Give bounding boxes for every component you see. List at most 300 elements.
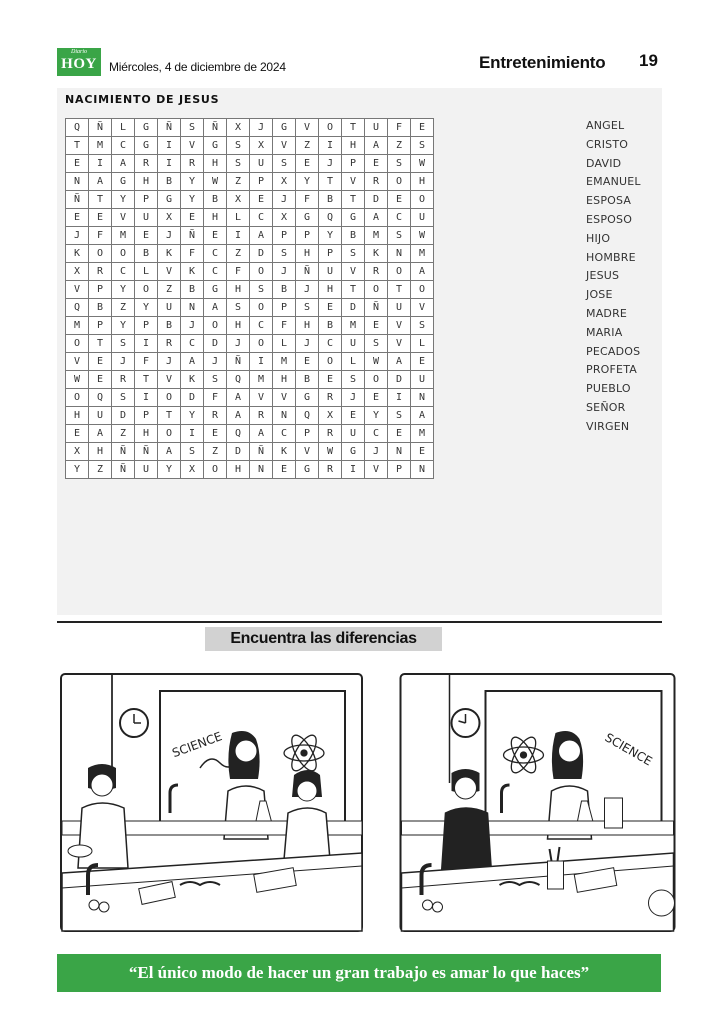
grid-cell: R <box>365 263 388 281</box>
grid-cell: I <box>158 137 181 155</box>
grid-cell: V <box>296 443 319 461</box>
grid-cell: S <box>365 335 388 353</box>
page-number: 19 <box>639 51 658 70</box>
grid-cell: S <box>227 299 250 317</box>
grid-cell: O <box>135 281 158 299</box>
grid-cell: R <box>135 155 158 173</box>
grid-cell: G <box>158 191 181 209</box>
grid-cell: M <box>411 245 434 263</box>
grid-cell: H <box>296 317 319 335</box>
grid-cell: G <box>296 389 319 407</box>
grid-cell: U <box>250 155 273 173</box>
grid-cell: X <box>66 443 89 461</box>
grid-cell: O <box>250 263 273 281</box>
grid-cell: B <box>319 191 342 209</box>
grid-cell: H <box>204 155 227 173</box>
grid-cell: E <box>66 155 89 173</box>
grid-cell: B <box>135 245 158 263</box>
grid-row <box>66 263 434 281</box>
grid-cell: E <box>388 425 411 443</box>
grid-cell: Y <box>319 227 342 245</box>
grid-cell: M <box>365 227 388 245</box>
grid-cell: H <box>342 137 365 155</box>
grid-cell: Z <box>158 281 181 299</box>
grid-cell: Z <box>227 173 250 191</box>
grid-cell: Q <box>319 209 342 227</box>
grid-cell: Ñ <box>135 443 158 461</box>
grid-cell: R <box>319 461 342 479</box>
grid-cell: U <box>411 209 434 227</box>
grid-cell: R <box>112 371 135 389</box>
grid-cell: K <box>158 245 181 263</box>
grid-cell: P <box>250 173 273 191</box>
grid-cell: F <box>273 317 296 335</box>
grid-cell: S <box>342 371 365 389</box>
grid-cell: D <box>365 191 388 209</box>
grid-cell: S <box>388 407 411 425</box>
grid-cell: D <box>250 245 273 263</box>
word-list-item: ANGEL <box>586 119 625 132</box>
grid-cell: P <box>89 317 112 335</box>
grid-cell: T <box>319 173 342 191</box>
grid-cell: Y <box>112 281 135 299</box>
grid-cell: G <box>296 209 319 227</box>
grid-cell: J <box>227 335 250 353</box>
grid-cell: H <box>227 461 250 479</box>
word-list-item: PROFETA <box>586 363 638 377</box>
grid-cell: Q <box>89 389 112 407</box>
grid-cell: H <box>227 317 250 335</box>
grid-cell: A <box>388 353 411 371</box>
grid-cell: W <box>66 371 89 389</box>
grid-cell: E <box>319 371 342 389</box>
grid-row <box>66 407 434 425</box>
grid-cell: Y <box>112 317 135 335</box>
grid-cell: L <box>273 335 296 353</box>
grid-cell: X <box>319 407 342 425</box>
grid-cell: J <box>158 353 181 371</box>
grid-cell: P <box>296 425 319 443</box>
grid-cell: S <box>388 155 411 173</box>
logo-big-text: HOY <box>61 56 97 72</box>
grid-cell: Ñ <box>227 353 250 371</box>
grid-cell: B <box>89 299 112 317</box>
grid-cell: T <box>342 119 365 137</box>
grid-cell: H <box>411 173 434 191</box>
grid-cell: O <box>411 191 434 209</box>
grid-cell: B <box>181 281 204 299</box>
section-title: Entretenimiento <box>479 53 606 72</box>
grid-cell: X <box>227 191 250 209</box>
grid-row <box>66 191 434 209</box>
grid-cell: P <box>342 155 365 173</box>
word-list-item: JESUS <box>586 269 620 283</box>
grid-row <box>66 353 434 371</box>
grid-cell: S <box>112 389 135 407</box>
grid-cell: Q <box>66 119 89 137</box>
grid-cell: Ñ <box>112 443 135 461</box>
grid-cell: R <box>365 173 388 191</box>
grid-cell: Y <box>135 299 158 317</box>
grid-cell: F <box>135 353 158 371</box>
grid-cell: A <box>158 443 181 461</box>
grid-cell: E <box>181 209 204 227</box>
grid-cell: Z <box>89 461 112 479</box>
grid-cell: B <box>296 371 319 389</box>
grid-cell: N <box>181 299 204 317</box>
grid-cell: S <box>411 317 434 335</box>
grid-cell: G <box>204 137 227 155</box>
grid-cell: X <box>181 461 204 479</box>
word-list-item: HIJO <box>586 231 611 245</box>
grid-cell: C <box>250 317 273 335</box>
grid-cell: E <box>204 227 227 245</box>
grid-cell: Y <box>66 461 89 479</box>
grid-cell: S <box>296 299 319 317</box>
quote-banner <box>57 954 661 992</box>
grid-cell: V <box>158 263 181 281</box>
grid-cell: J <box>296 281 319 299</box>
grid-cell: I <box>342 461 365 479</box>
grid-cell: C <box>112 263 135 281</box>
grid-cell: B <box>158 173 181 191</box>
word-list-item: ESPOSO <box>586 212 633 226</box>
grid-cell: E <box>204 425 227 443</box>
grid-cell: O <box>319 353 342 371</box>
word-list-item: ESPOSA <box>586 194 632 208</box>
grid-cell: T <box>342 191 365 209</box>
grid-cell: A <box>365 209 388 227</box>
grid-cell: K <box>181 263 204 281</box>
grid-cell: O <box>204 317 227 335</box>
grid-cell: L <box>411 335 434 353</box>
grid-cell: P <box>388 461 411 479</box>
grid-cell: J <box>296 335 319 353</box>
grid-cell: E <box>89 209 112 227</box>
word-list-item: SEÑOR <box>586 400 626 414</box>
grid-cell: Ñ <box>296 263 319 281</box>
grid-cell: E <box>89 353 112 371</box>
grid-cell: R <box>158 335 181 353</box>
grid-cell: O <box>204 461 227 479</box>
grid-cell: H <box>319 281 342 299</box>
grid-cell: O <box>158 389 181 407</box>
grid-cell: M <box>273 353 296 371</box>
grid-cell: Q <box>296 407 319 425</box>
grid-cell: W <box>411 227 434 245</box>
grid-cell: A <box>181 353 204 371</box>
grid-row <box>66 281 434 299</box>
grid-cell: P <box>135 407 158 425</box>
grid-cell: R <box>319 425 342 443</box>
grid-cell: Ñ <box>181 227 204 245</box>
grid-cell: M <box>411 425 434 443</box>
grid-row <box>66 335 434 353</box>
grid-cell: E <box>250 191 273 209</box>
grid-cell: Ñ <box>204 119 227 137</box>
grid-cell: Y <box>296 173 319 191</box>
grid-cell: S <box>204 371 227 389</box>
grid-cell: H <box>135 425 158 443</box>
grid-cell: U <box>158 299 181 317</box>
word-list-item: CRISTO <box>586 137 629 151</box>
grid-cell: J <box>319 155 342 173</box>
grid-cell: E <box>388 191 411 209</box>
grid-cell: C <box>112 137 135 155</box>
grid-row <box>66 173 434 191</box>
grid-cell: Y <box>181 173 204 191</box>
grid-cell: I <box>319 137 342 155</box>
word-list-item: MADRE <box>586 306 628 320</box>
grid-row <box>66 155 434 173</box>
grid-cell: O <box>319 119 342 137</box>
grid-cell: U <box>342 335 365 353</box>
grid-cell: S <box>273 155 296 173</box>
grid-row <box>66 137 434 155</box>
grid-cell: Z <box>388 137 411 155</box>
grid-cell: S <box>181 119 204 137</box>
grid-cell: I <box>135 389 158 407</box>
board-science-text: SCIENCE <box>602 730 655 769</box>
grid-cell: B <box>158 317 181 335</box>
grid-cell: R <box>89 263 112 281</box>
grid-cell: S <box>273 245 296 263</box>
grid-row <box>66 299 434 317</box>
grid-cell: A <box>250 425 273 443</box>
grid-cell: I <box>158 155 181 173</box>
grid-cell: C <box>319 335 342 353</box>
science-lab-illustration-right <box>386 673 689 932</box>
grid-cell: T <box>66 137 89 155</box>
grid-cell: O <box>365 281 388 299</box>
grid-row <box>66 227 434 245</box>
grid-cell: H <box>204 209 227 227</box>
grid-cell: M <box>250 371 273 389</box>
grid-cell: H <box>135 173 158 191</box>
basketball-icon <box>649 890 675 916</box>
grid-cell: G <box>135 119 158 137</box>
section-divider <box>57 621 662 623</box>
grid-cell: O <box>388 173 411 191</box>
grid-cell: E <box>273 461 296 479</box>
word-list-item: JOSE <box>586 288 613 302</box>
difference-image-left <box>60 673 363 932</box>
grid-cell: A <box>89 425 112 443</box>
grid-cell: H <box>296 245 319 263</box>
grid-cell: E <box>319 299 342 317</box>
grid-cell: U <box>365 119 388 137</box>
grid-cell: G <box>112 173 135 191</box>
grid-cell: J <box>342 389 365 407</box>
grid-cell: O <box>411 281 434 299</box>
word-list-item: DAVID <box>586 156 622 170</box>
grid-cell: V <box>66 281 89 299</box>
grid-cell: H <box>66 407 89 425</box>
grid-cell: V <box>112 209 135 227</box>
grid-cell: Ñ <box>89 119 112 137</box>
grid-cell: F <box>89 227 112 245</box>
grid-cell: I <box>181 425 204 443</box>
grid-cell: G <box>135 137 158 155</box>
word-list-item: PECADOS <box>586 344 641 358</box>
grid-cell: W <box>204 173 227 191</box>
grid-cell: V <box>342 263 365 281</box>
grid-cell: S <box>181 443 204 461</box>
grid-cell: U <box>89 407 112 425</box>
grid-cell: Ñ <box>112 461 135 479</box>
grid-cell: P <box>296 227 319 245</box>
grid-cell: Z <box>296 137 319 155</box>
grid-cell: W <box>411 155 434 173</box>
grid-row <box>66 371 434 389</box>
quote-text: “El único modo de hacer un gran trabajo es amar lo que haces” <box>128 963 590 982</box>
word-list-item: PUEBLO <box>586 382 631 396</box>
grid-cell: A <box>112 155 135 173</box>
grid-cell: C <box>273 425 296 443</box>
grid-cell: X <box>158 209 181 227</box>
grid-cell: T <box>388 281 411 299</box>
grid-cell: A <box>227 389 250 407</box>
grid-cell: V <box>411 299 434 317</box>
grid-cell: C <box>181 335 204 353</box>
grid-cell: K <box>365 245 388 263</box>
grid-cell: L <box>135 263 158 281</box>
grid-cell: T <box>342 281 365 299</box>
grid-cell: J <box>273 263 296 281</box>
grid-cell: A <box>411 263 434 281</box>
grid-cell: V <box>181 137 204 155</box>
grid-cell: Z <box>112 299 135 317</box>
word-list-item: EMANUEL <box>586 175 641 189</box>
grid-cell: X <box>273 209 296 227</box>
word-search-grid <box>65 118 434 479</box>
grid-cell: C <box>250 209 273 227</box>
grid-cell: V <box>273 389 296 407</box>
grid-cell: N <box>411 461 434 479</box>
grid-cell: V <box>342 173 365 191</box>
grid-cell: F <box>227 263 250 281</box>
grid-cell: H <box>273 371 296 389</box>
grid-cell: O <box>250 299 273 317</box>
grid-cell: S <box>250 281 273 299</box>
grid-cell: Z <box>227 245 250 263</box>
grid-cell: B <box>342 227 365 245</box>
grid-cell: W <box>319 443 342 461</box>
grid-cell: P <box>135 317 158 335</box>
grid-cell: C <box>204 245 227 263</box>
grid-cell: M <box>112 227 135 245</box>
grid-cell: T <box>89 335 112 353</box>
grid-cell: F <box>204 389 227 407</box>
grid-cell: K <box>66 245 89 263</box>
grid-row <box>66 389 434 407</box>
grid-cell: J <box>365 443 388 461</box>
grid-cell: A <box>227 407 250 425</box>
grid-cell: Q <box>66 299 89 317</box>
grid-cell: D <box>388 371 411 389</box>
grid-cell: E <box>296 353 319 371</box>
word-search-puzzle <box>57 88 662 615</box>
grid-cell: A <box>89 173 112 191</box>
grid-cell: G <box>342 209 365 227</box>
publication-date: Miércoles, 4 de diciembre de 2024 <box>109 60 286 74</box>
grid-cell: K <box>181 371 204 389</box>
grid-cell: M <box>89 137 112 155</box>
grid-cell: O <box>66 389 89 407</box>
grid-cell: Y <box>181 191 204 209</box>
grid-cell: S <box>112 335 135 353</box>
grid-cell: E <box>411 443 434 461</box>
grid-cell: E <box>135 227 158 245</box>
grid-cell: E <box>411 119 434 137</box>
grid-row <box>66 425 434 443</box>
grid-cell: S <box>411 137 434 155</box>
grid-cell: Ñ <box>250 443 273 461</box>
grid-cell: I <box>135 335 158 353</box>
word-list <box>586 117 641 437</box>
grid-cell: G <box>342 443 365 461</box>
grid-cell: J <box>158 227 181 245</box>
grid-cell: N <box>66 173 89 191</box>
grid-cell: X <box>227 119 250 137</box>
grid-cell: D <box>112 407 135 425</box>
grid-cell: V <box>273 137 296 155</box>
grid-cell: B <box>273 281 296 299</box>
grid-cell: S <box>342 245 365 263</box>
grid-cell: O <box>112 245 135 263</box>
grid-cell: W <box>365 353 388 371</box>
grid-cell: V <box>250 389 273 407</box>
word-list-item: MARIA <box>586 325 623 339</box>
grid-cell: V <box>388 335 411 353</box>
grid-cell: U <box>135 461 158 479</box>
grid-cell: J <box>66 227 89 245</box>
grid-cell: C <box>204 263 227 281</box>
grid-cell: E <box>365 317 388 335</box>
grid-cell: O <box>250 335 273 353</box>
grid-cell: V <box>296 119 319 137</box>
grid-cell: F <box>181 245 204 263</box>
grid-cell: O <box>89 245 112 263</box>
grid-cell: M <box>342 317 365 335</box>
grid-cell: J <box>112 353 135 371</box>
word-list-item: VIRGEN <box>586 419 630 433</box>
grid-cell: O <box>158 425 181 443</box>
grid-cell: C <box>365 425 388 443</box>
grid-cell: P <box>89 281 112 299</box>
grid-cell: P <box>273 299 296 317</box>
grid-cell: Y <box>112 191 135 209</box>
grid-cell: K <box>273 443 296 461</box>
differences-title: Encuentra las diferencias <box>205 627 442 651</box>
grid-cell: E <box>66 425 89 443</box>
grid-cell: A <box>204 299 227 317</box>
grid-cell: R <box>181 155 204 173</box>
grid-row <box>66 245 434 263</box>
grid-cell: N <box>250 461 273 479</box>
grid-row <box>66 317 434 335</box>
grid-cell: J <box>250 119 273 137</box>
grid-cell: T <box>135 371 158 389</box>
grid-cell: O <box>388 263 411 281</box>
grid-cell: Ñ <box>66 191 89 209</box>
grid-cell: E <box>296 155 319 173</box>
difference-image-right <box>386 673 689 932</box>
diario-hoy-logo <box>57 48 101 76</box>
grid-row <box>66 461 434 479</box>
grid-cell: E <box>411 353 434 371</box>
grid-cell: E <box>365 389 388 407</box>
